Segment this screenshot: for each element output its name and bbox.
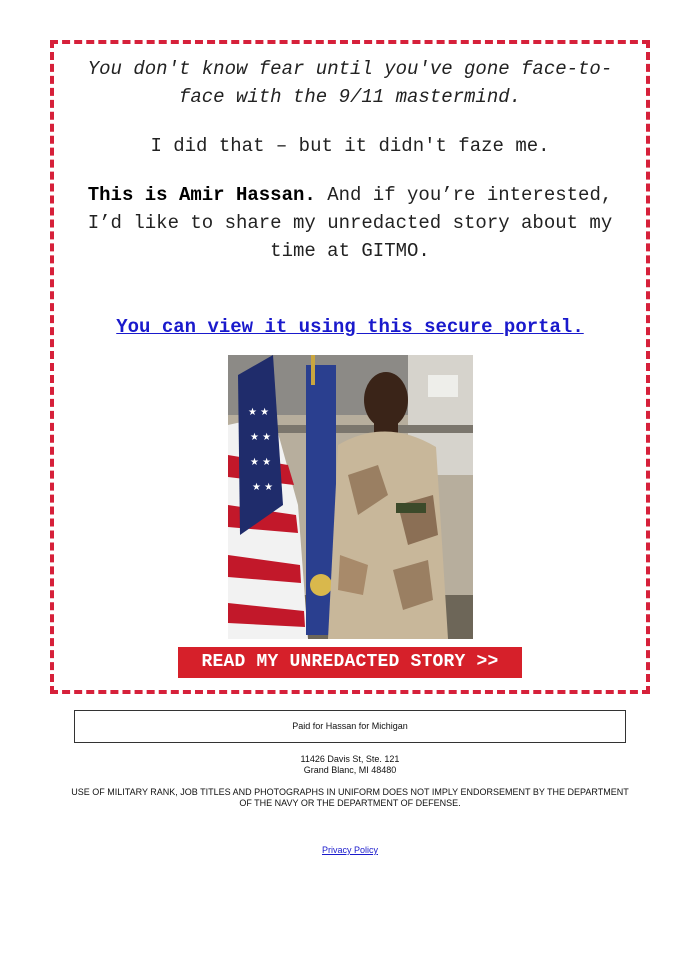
intro-rest: And if you’re interested, I’d like to share my unredacted story about my time at GITMO. bbox=[87, 184, 613, 262]
intro-text bbox=[68, 181, 632, 265]
email-card bbox=[50, 40, 650, 694]
dod-disclaimer: USE OF MILITARY RANK, JOB TITLES AND PHOTOGRAPHS IN UNIFORM DOES NOT IMPLY ENDORSEMENT BY THE DEPARTMENT OF THE NAVY OR THE DEPARTMENT OF DEFENSE. bbox=[71, 787, 629, 808]
privacy-policy-link[interactable]: Privacy Policy bbox=[321, 845, 378, 855]
svg-text:★ ★: ★ ★ bbox=[248, 407, 270, 418]
secure-portal-link[interactable]: You can view it using this secure portal. bbox=[116, 316, 584, 338]
svg-text:★ ★: ★ ★ bbox=[250, 432, 272, 443]
hook-text: You don't know fear until you've gone face-to-face with the 9/11 mastermind. bbox=[87, 58, 613, 108]
uniform-photo[interactable] bbox=[228, 355, 473, 639]
mailing-address bbox=[0, 754, 700, 776]
svg-text:★ ★: ★ ★ bbox=[252, 482, 274, 493]
address-line-1: 11426 Davis St, Ste. 121 bbox=[300, 754, 400, 764]
faze-text: I did that – but it didn't faze me. bbox=[150, 135, 550, 157]
intro-name: This is Amir Hassan. bbox=[87, 184, 316, 206]
privacy-footer bbox=[0, 845, 700, 856]
address-line-2: Grand Blanc, MI 48480 bbox=[303, 765, 397, 775]
paid-for-box: Paid for Hassan for Michigan bbox=[74, 710, 626, 743]
svg-text:★ ★: ★ ★ bbox=[250, 457, 272, 468]
read-story-button[interactable]: READ MY UNREDACTED STORY >> bbox=[178, 647, 522, 678]
